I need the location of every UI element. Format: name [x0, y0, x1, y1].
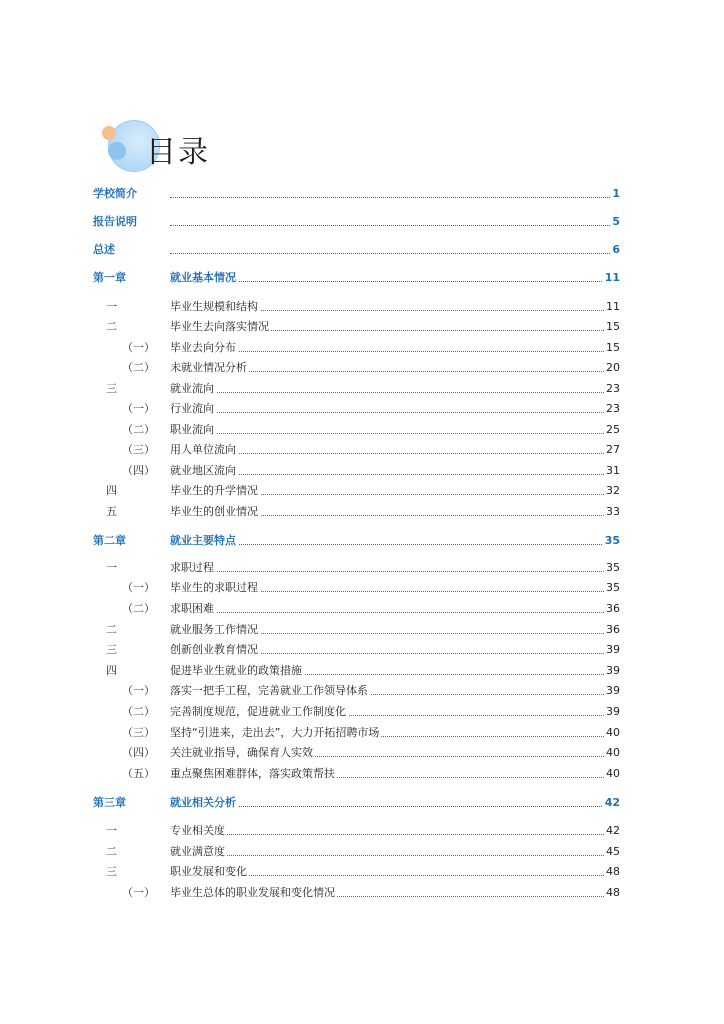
toc-leader-dots: [170, 225, 620, 226]
toc-entry-number: 一: [106, 300, 117, 313]
toc-leader-dots: [170, 392, 620, 393]
toc-entry-page-number: 23: [604, 379, 620, 399]
toc-entry-number: 第一章: [93, 271, 126, 284]
toc-entry-label: 关注就业指导，确保育人实效: [170, 743, 315, 763]
toc-leader-dots: [170, 412, 620, 413]
blue-dot-shape: [108, 142, 126, 160]
toc-entry[interactable]: [0, 461, 724, 481]
toc-entry[interactable]: [0, 399, 724, 419]
toc-entry-number: 四: [106, 664, 117, 677]
toc-entry-number: （一）: [122, 684, 155, 697]
toc-entry-page-number: 45: [604, 842, 620, 862]
toc-entry[interactable]: [0, 558, 724, 578]
toc-entry-label: 毕业生的求职过程: [170, 578, 260, 598]
toc-entry-page-number: 39: [604, 640, 620, 660]
toc-entry[interactable]: [0, 268, 724, 288]
toc-entry-page-number: 20: [604, 358, 620, 378]
toc-entry[interactable]: [0, 481, 724, 501]
toc-entry[interactable]: [0, 862, 724, 882]
toc-entry-number: 总述: [93, 243, 115, 256]
toc-entry-label: 就业服务工作情况: [170, 620, 260, 640]
toc-entry-label: 专业相关度: [170, 821, 227, 841]
toc-entry-label: 毕业去向分布: [170, 338, 238, 358]
toc-entry[interactable]: [0, 240, 724, 260]
toc-entry[interactable]: [0, 661, 724, 681]
toc-entry-label: 就业主要特点: [170, 531, 238, 551]
toc-entry-page-number: 39: [604, 681, 620, 701]
toc-entry-page-number: 11: [604, 297, 620, 317]
toc-entry-number: 第二章: [93, 534, 126, 547]
toc-entry-page-number: 36: [604, 620, 620, 640]
toc-leader-dots: [170, 433, 620, 434]
toc-entry-page-number: 36: [604, 599, 620, 619]
toc-leader-dots: [170, 197, 620, 198]
toc-entry[interactable]: [0, 640, 724, 660]
toc-entry[interactable]: [0, 338, 724, 358]
toc-entry-page-number: 27: [604, 440, 620, 460]
toc-entry-label: 就业相关分析: [170, 793, 238, 813]
toc-entry-page-number: 23: [604, 399, 620, 419]
toc-entry[interactable]: [0, 743, 724, 763]
toc-entry[interactable]: [0, 184, 724, 204]
toc-entry-page-number: 40: [604, 743, 620, 763]
toc-entry[interactable]: [0, 599, 724, 619]
toc-entry-page-number: 39: [604, 661, 620, 681]
toc-entry-label: 创新创业教育情况: [170, 640, 260, 660]
toc-entry-number: 五: [106, 505, 117, 518]
toc-entry-label: 毕业生的创业情况: [170, 502, 260, 522]
toc-entry-number: 学校简介: [93, 187, 137, 200]
toc-entry-label: 用人单位流向: [170, 440, 238, 460]
toc-entry-label: 毕业生规模和结构: [170, 297, 260, 317]
toc-entry[interactable]: [0, 440, 724, 460]
toc-entry[interactable]: [0, 764, 724, 784]
toc-entry-page-number: 33: [604, 502, 620, 522]
toc-leader-dots: [170, 253, 620, 254]
toc-entry-page-number: 40: [604, 723, 620, 743]
toc-entry-label: 毕业生去向落实情况: [170, 317, 271, 337]
toc-entry-page-number: 35: [604, 558, 620, 578]
toc-leader-dots: [170, 834, 620, 835]
toc-entry-page-number: 5: [610, 212, 620, 232]
toc-entry-label: 职业发展和变化: [170, 862, 249, 882]
toc-entry-label: 毕业生的升学情况: [170, 481, 260, 501]
toc-entry[interactable]: [0, 317, 724, 337]
toc-entry-number: 一: [106, 561, 117, 574]
toc-entry-number: （三）: [122, 443, 155, 456]
toc-entry-page-number: 35: [604, 578, 620, 598]
toc-entry[interactable]: [0, 358, 724, 378]
toc-entry-number: （一）: [122, 341, 155, 354]
toc-entry[interactable]: [0, 212, 724, 232]
toc-leader-dots: [170, 855, 620, 856]
toc-entry-label: 重点聚焦困难群体，落实政策帮扶: [170, 764, 337, 784]
toc-entry-number: （四）: [122, 464, 155, 477]
toc-entry-label: 未就业情况分析: [170, 358, 249, 378]
toc-entry-page-number: 48: [604, 862, 620, 882]
toc-entry-number: 二: [106, 623, 117, 636]
page-title: 目录: [146, 135, 210, 170]
toc-entry-number: 三: [106, 865, 117, 878]
toc-entry-label: 就业流向: [170, 379, 216, 399]
orange-dot-shape: [102, 126, 116, 140]
toc-entry-page-number: 35: [603, 531, 620, 551]
toc-entry-label: 职业流向: [170, 420, 216, 440]
toc-entry-page-number: 11: [603, 268, 620, 288]
toc-entry-page-number: 39: [604, 702, 620, 722]
toc-entry-label: 就业基本情况: [170, 268, 238, 288]
toc-entry[interactable]: [0, 681, 724, 701]
toc-entry-number: （二）: [122, 361, 155, 374]
toc-entry-page-number: 48: [604, 883, 620, 903]
toc-entry-number: （一）: [122, 886, 155, 899]
toc-entry-page-number: 42: [604, 821, 620, 841]
toc-entry[interactable]: [0, 793, 724, 813]
toc-entry-page-number: 32: [604, 481, 620, 501]
toc-entry-label: 就业满意度: [170, 842, 227, 862]
toc-entry-number: 三: [106, 382, 117, 395]
toc-entry-page-number: 6: [610, 240, 620, 260]
toc-entry-label: 行业流向: [170, 399, 216, 419]
toc-entry-number: （一）: [122, 581, 155, 594]
toc-entry-label: 就业地区流向: [170, 461, 238, 481]
toc-leader-dots: [170, 571, 620, 572]
toc-leader-dots: [170, 612, 620, 613]
toc-entry-number: 第三章: [93, 796, 126, 809]
toc-entry-page-number: 25: [604, 420, 620, 440]
toc-entry-page-number: 15: [604, 317, 620, 337]
toc-entry[interactable]: [0, 620, 724, 640]
toc-entry-number: （二）: [122, 423, 155, 436]
toc-entry-page-number: 31: [604, 461, 620, 481]
toc-entry-page-number: 1: [610, 184, 620, 204]
toc-entry-label: 完善制度规范，促进就业工作制度化: [170, 702, 348, 722]
toc-entry-number: （五）: [122, 767, 155, 780]
toc-entry-number: （二）: [122, 705, 155, 718]
toc-entry[interactable]: [0, 821, 724, 841]
toc-entry-number: 一: [106, 824, 117, 837]
toc-entry[interactable]: [0, 297, 724, 317]
toc-entry-number: （三）: [122, 726, 155, 739]
toc-entry-label: 促进毕业生就业的政策措施: [170, 661, 304, 681]
toc-entry-number: 三: [106, 643, 117, 656]
toc-entry[interactable]: [0, 502, 724, 522]
toc-entry-label: 求职困难: [170, 599, 216, 619]
toc-entry-page-number: 42: [603, 793, 620, 813]
toc-entry[interactable]: [0, 723, 724, 743]
toc-entry-label: 坚持“引进来，走出去”，大力开拓招聘市场: [170, 723, 381, 743]
toc-entry-label: 求职过程: [170, 558, 216, 578]
toc-entry-number: （一）: [122, 402, 155, 415]
toc-entry-page-number: 15: [604, 338, 620, 358]
toc-entry[interactable]: [0, 842, 724, 862]
toc-entry-number: （二）: [122, 602, 155, 615]
toc-entry[interactable]: [0, 883, 724, 903]
toc-entry-number: 二: [106, 320, 117, 333]
toc-entry-label: 毕业生总体的职业发展和变化情况: [170, 883, 337, 903]
toc-entry[interactable]: [0, 702, 724, 722]
toc-entry[interactable]: [0, 578, 724, 598]
toc-entry-number: 报告说明: [93, 215, 137, 228]
toc-entry-number: 二: [106, 845, 117, 858]
toc-entry-page-number: 40: [604, 764, 620, 784]
toc-entry[interactable]: [0, 531, 724, 551]
toc-entry-number: 四: [106, 484, 117, 497]
toc-entry-label: 落实一把手工程，完善就业工作领导体系: [170, 681, 370, 701]
toc-entry[interactable]: [0, 420, 724, 440]
toc-entry[interactable]: [0, 379, 724, 399]
toc-entry-number: （四）: [122, 746, 155, 759]
